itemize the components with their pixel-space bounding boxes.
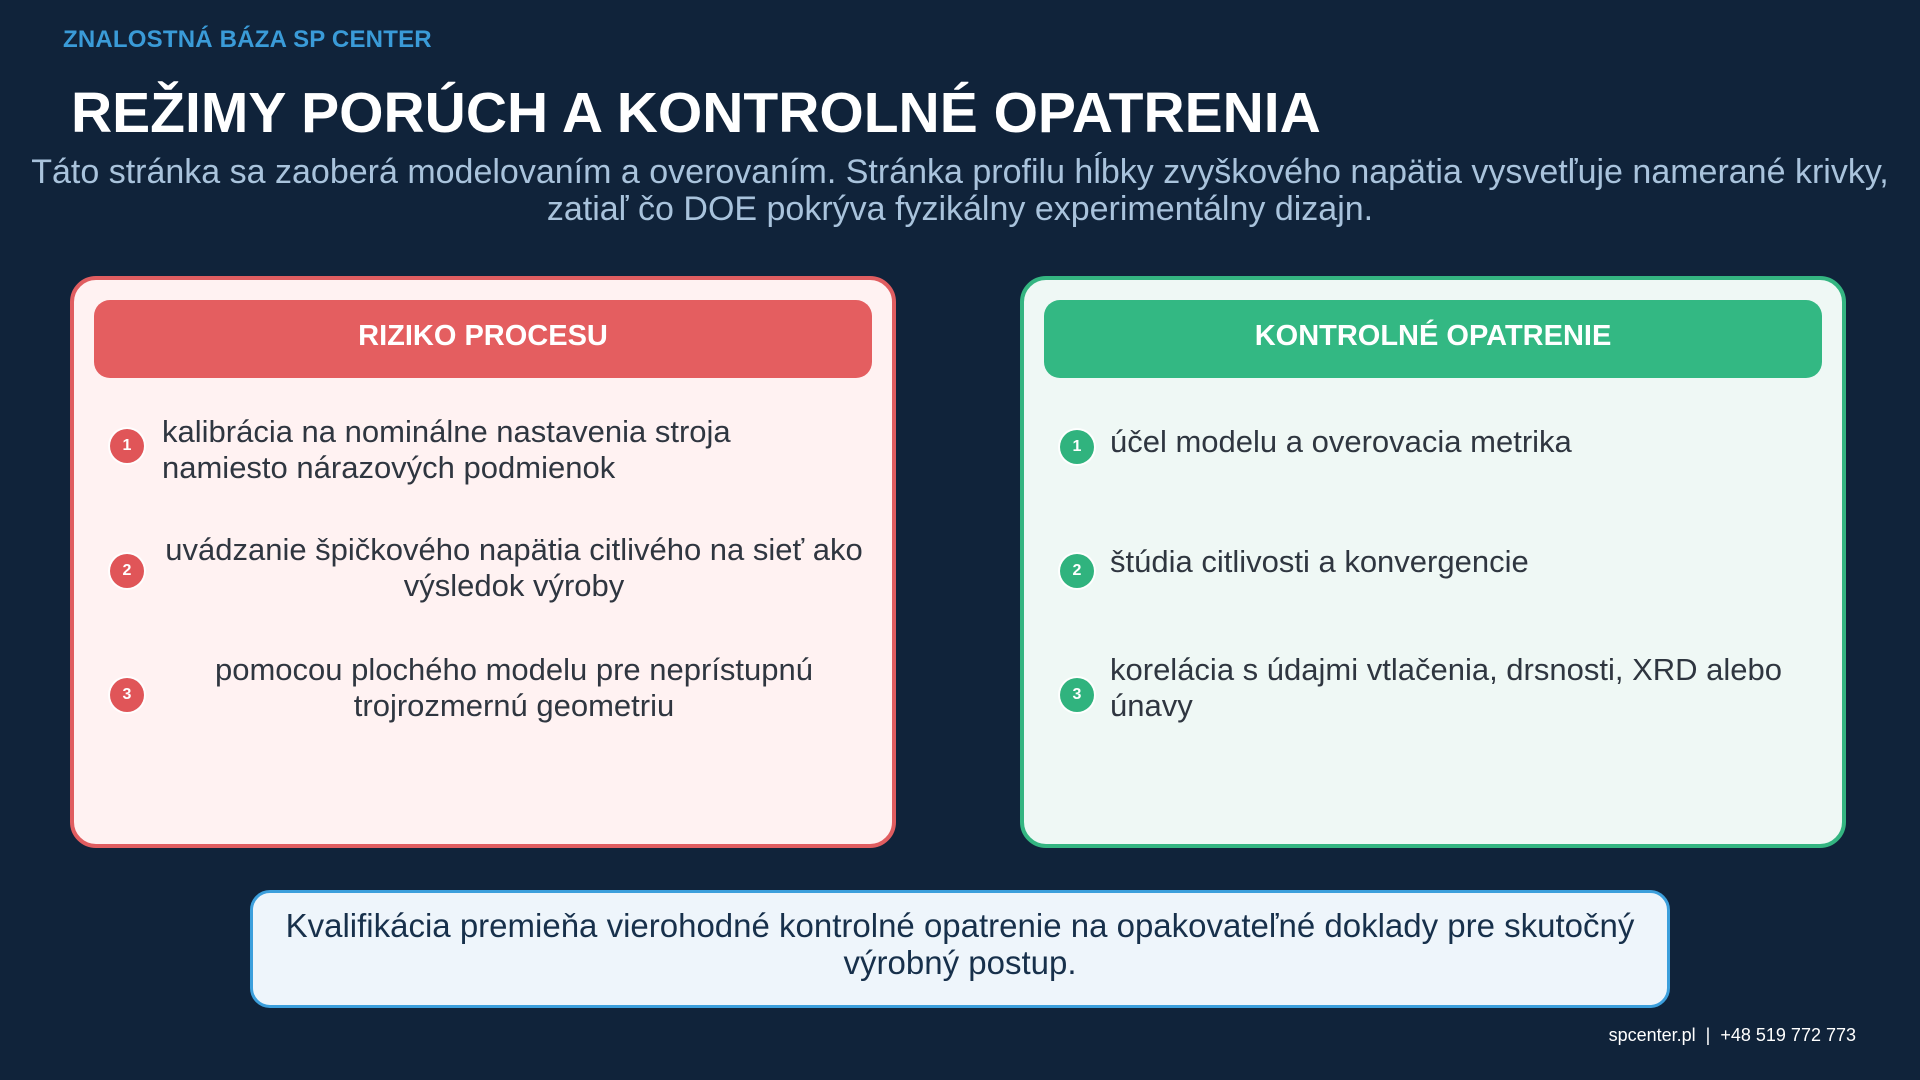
control-number-badge: 1 — [1060, 430, 1094, 464]
kicker-label: ZNALOSTNÁ BÁZA SP CENTER — [63, 26, 432, 53]
qualification-note — [250, 890, 1670, 1008]
risk-number-badge: 3 — [110, 678, 144, 712]
control-item-text: korelácia s údajmi vtlačenia, drsnosti, XRD alebo únavy — [1110, 652, 1782, 723]
control-number-badge: 2 — [1060, 554, 1094, 588]
contact-info: spcenter.pl | +48 519 772 773 — [1608, 1025, 1856, 1045]
qualification-note-text: Kvalifikácia premieňa vierohodné kontrolné opatrenie na opakovateľné doklady pre skutočný výrobný postup. — [285, 907, 1635, 981]
control-measure-card — [1020, 276, 1846, 848]
risk-item-text: kalibrácia na nominálne nastavenia stroja namiesto nárazových podmienok — [162, 414, 731, 485]
control-item-text: štúdia citlivosti a konvergencie — [1110, 544, 1529, 579]
process-risk-card — [70, 276, 896, 848]
risk-item-text: pomocou plochého modelu pre neprístupnú trojrozmernú geometriu — [214, 652, 814, 723]
process-risk-heading: RIZIKO PROCESU — [94, 300, 872, 378]
risk-number-badge: 1 — [110, 429, 144, 463]
page-subtitle: Táto stránka sa zaoberá modelovaním a overovaním. Stránka profilu hĺbky zvyškového napätia vysvetľuje namerané krivky, zatiaľ čo DOE pokrýva fyzikálny experimentálny dizajn. — [31, 153, 1889, 228]
page-title: REŽIMY PORÚCH A KONTROLNÉ OPATRENIA — [71, 81, 1321, 145]
risk-number-badge: 2 — [110, 554, 144, 588]
control-number-badge: 3 — [1060, 678, 1094, 712]
control-measure-heading: KONTROLNÉ OPATRENIE — [1044, 300, 1822, 378]
control-item-text: účel modelu a overovacia metrika — [1110, 424, 1572, 459]
risk-item-text: uvádzanie špičkového napätia citlivého na sieť ako výsledok výroby — [165, 532, 863, 603]
